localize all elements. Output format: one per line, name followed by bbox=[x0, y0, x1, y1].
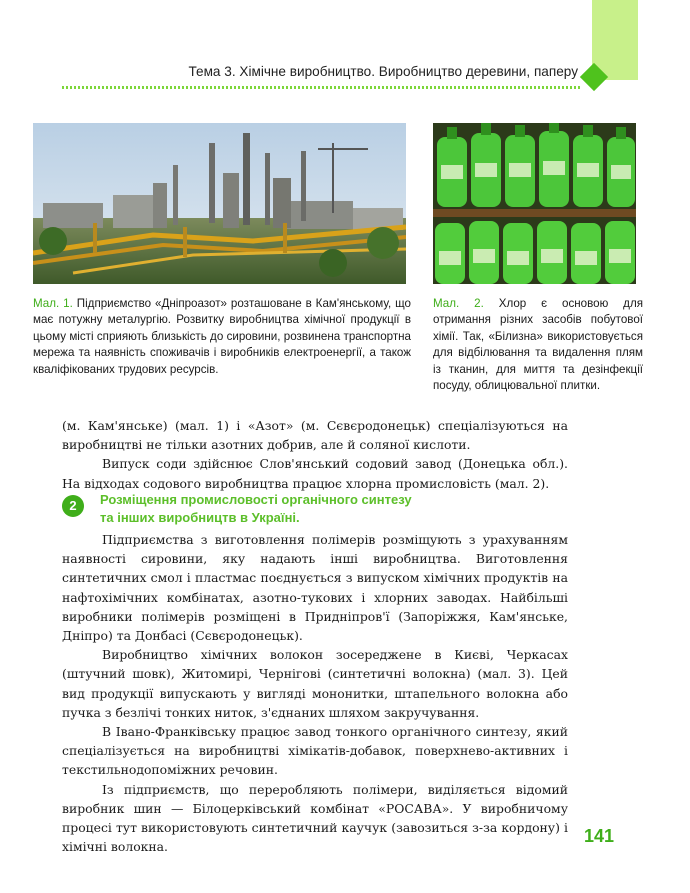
page-header-title: Тема 3. Хімічне виробництво. Виробництво деревини, паперу bbox=[188, 64, 578, 79]
figure-2-caption-text: Хлор є основою для отримання різних засобів побутової хімії. Так, «Білизна» використовується для відбілювання та видалення плям із тканин, для миття та дезінфекції посуду, облицювальної плитки. bbox=[433, 297, 643, 393]
section-title bbox=[100, 491, 480, 526]
page-number: 141 bbox=[584, 826, 615, 846]
intro-paragraph: (м. Кам'янське) (мал. 1) і «Азот» (м. Сєвєродонецьк) спеціалізуються на виробництві не тільки азотних добрив, але й соляної кислоти. bbox=[62, 418, 568, 453]
figure-1-caption bbox=[33, 296, 411, 378]
section-text-block bbox=[62, 530, 568, 856]
section-title-line-1: Розміщення промисловості органічного синтезу bbox=[100, 492, 412, 507]
intro-text-block bbox=[62, 416, 568, 493]
figure-1-label: Мал. 1. bbox=[33, 297, 73, 310]
section-paragraph: Із підприємств, що переробляють полімери, виділяється відомий виробник шин — Білоцерківський комбінат «РОСАВА». У виробничому процесі тут використовують синтетичний каучук (завозиться з-за кордону) і хімічні волокна. bbox=[62, 781, 568, 855]
intro-paragraph: Випуск соди здійснює Слов'янський содовий завод (Донецька обл.). На відходах содового виробництва працює хлорна промисловість (мал. 2). bbox=[62, 456, 568, 491]
figure-1-plant-photo bbox=[33, 123, 406, 284]
section-paragraph: Підприємства з виготовлення полімерів розміщують з урахуванням наявності сировини, яку надають інші виробництва. Виготовлення синтетичних смол і пластмас поєднується з випуском хімічних продуктів на нафтохімічних комбінатах, азотно-тукових і хлорних заводах. Найбільші виробники полімерів розміщені в Придніпров'ї (Запоріжжя, Кам'янське, Дніпро) та Донбасі (Сєвєродонецьк). bbox=[62, 532, 568, 644]
section-paragraph: В Івано-Франківську працює завод тонкого органічного синтезу, який спеціалізується на виробництві хімікатів-добавок, поверхнево-активних і текстильнодопоміжних речовин. bbox=[62, 724, 568, 778]
figure-1-caption-text: Підприємство «Дніпроазот» розташоване в Кам'янському, що має потужну металургію. Розвитку виробництва хімічної продукції в цьому місті сприяють близькість до сировини, розвинена транспортна мережа та наявність споживачів і виробників електроенергії, а також кваліфікованих трудових ресурсів. bbox=[33, 297, 411, 376]
section-number-badge: 2 bbox=[62, 495, 84, 517]
figure-2-label: Мал. 2. bbox=[433, 297, 484, 310]
header-dotted-rule bbox=[62, 86, 582, 89]
figure-2-bottles-photo bbox=[433, 123, 636, 284]
section-paragraph: Виробництво хімічних волокон зосереджене в Києві, Черкасах (штучний шовк), Житомирі, Чернігові (синтетичні волокна) (мал. 3). Цей вид продукції випускають у вигляді мононитки, штапельного волокна або пучка з безлічі тонких ниток, з'єднаних шляхом закручування. bbox=[62, 647, 568, 720]
section-title-line-2: та інших виробництв в Україні. bbox=[100, 509, 300, 525]
figure-2-caption bbox=[433, 296, 643, 394]
